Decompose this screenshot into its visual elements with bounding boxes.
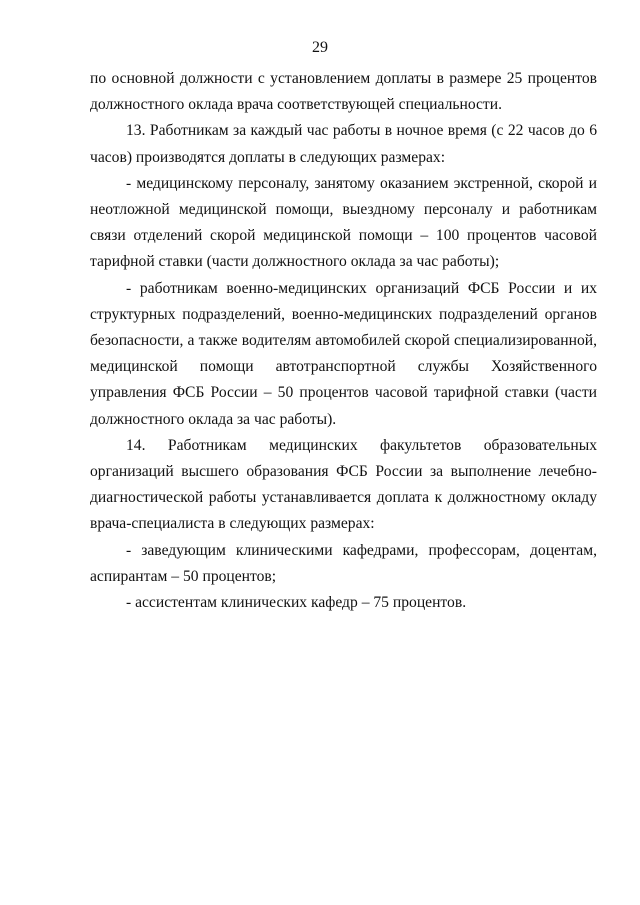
paragraph-bullet-medical-staff: - медицинскому персоналу, занятому оказанием экстренной, скорой и неотложной медицинской помощи, выездному персоналу и работникам связи отделений скорой медицинской помощи – 100 процентов часовой тарифной ставки (части должностного оклада за час работы); xyxy=(90,174,597,271)
paragraph-continuation: по основной должности с установлением доплаты в размере 25 процентов должностного оклада врача соответствующей специальности. xyxy=(90,70,597,114)
paragraph-bullet-assistants: - ассистентам клинических кафедр – 75 процентов. xyxy=(126,594,467,612)
document-body xyxy=(90,66,597,616)
paragraph-bullet-department-heads: - заведующим клиническими кафедрами, профессорам, доцентам, аспирантам – 50 процентов; xyxy=(90,541,597,585)
page-number: 29 xyxy=(312,39,328,56)
paragraph-item-14: 14. Работникам медицинских факультетов образовательных организаций высшего образования ФСБ России за выполнение лечебно-диагностической работы устанавливается доплата к должностному окладу врача-специалиста в следующих размерах: xyxy=(90,436,597,533)
paragraph-bullet-fsb-organizations: - работникам военно-медицинских организаций ФСБ России и их структурных подразделений, военно-медицинских подразделений органов безопасности, а также водителям автомобилей скорой специализированной, медицинской помощи автотранспортной службы Хозяйственного управления ФСБ России – 50 процентов часовой тарифной ставки (части должностного оклада за час работы). xyxy=(90,279,597,428)
paragraph-item-13: 13. Работникам за каждый час работы в ночное время (с 22 часов до 6 часов) производятся доплаты в следующих размерах: xyxy=(90,122,597,166)
